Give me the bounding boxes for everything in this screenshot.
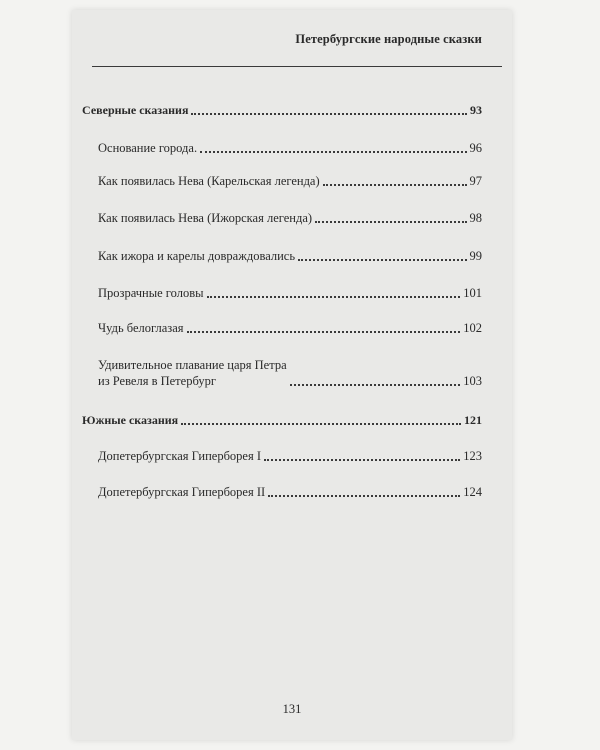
toc-page-number: 101 [463,286,482,300]
dot-leader [207,296,461,298]
dot-leader [200,151,466,153]
dot-leader [323,184,467,186]
toc-page-number: 98 [469,211,482,225]
toc-page-number: 99 [469,249,482,263]
toc-entry-title [98,357,287,389]
toc-section-north[interactable] [82,102,482,118]
toc-entry-title: Допетербургская Гиперборея II [98,485,266,499]
toc-entry[interactable] [98,285,482,301]
header-rule [92,66,502,67]
dot-leader [315,221,466,223]
toc-section-south[interactable] [82,412,482,428]
toc-entry-title: Как ижора и карелы довраждовались [98,249,296,263]
dot-leader [191,113,467,115]
toc-section-title: Северные сказания [82,103,189,117]
toc-entry[interactable] [98,248,482,264]
toc-page-number: 93 [470,103,482,117]
toc-entry[interactable] [98,357,482,389]
toc-entry-title: Как появилась Нева (Карельская легенда) [98,174,320,188]
dot-leader [187,331,461,333]
toc-entry[interactable] [98,448,482,464]
dot-leader [298,259,466,261]
running-head: Петербургские народные сказки [295,32,482,46]
toc-entry[interactable] [98,484,482,500]
dot-leader [290,384,461,386]
toc-page-number: 96 [469,141,482,155]
page-number: 131 [282,702,302,716]
toc-entry-title-line2: из Ревеля в Петербург [98,374,216,388]
toc-entry[interactable] [98,320,482,336]
book-page [72,10,512,740]
toc-page-number: 121 [464,413,482,427]
dot-leader [181,423,461,425]
toc-entry-title: Как появилась Нева (Ижорская легенда) [98,211,313,225]
toc-entry[interactable] [98,173,482,189]
toc-entry-title: Допетербургская Гиперборея I [98,449,262,463]
toc-entry-title: Основание города. [98,141,198,155]
toc-entry[interactable] [98,140,482,156]
dot-leader [268,495,460,497]
toc-page-number: 102 [463,321,482,335]
toc-section-title: Южные сказания [82,413,179,427]
dot-leader [264,459,460,461]
toc-page-number: 103 [463,374,482,388]
toc-entry-title: Прозрачные головы [98,286,204,300]
toc-page-number: 97 [469,174,482,188]
toc-page-number: 123 [463,449,482,463]
toc-entry-title: Чудь белоглазая [98,321,184,335]
toc-entry-title-line1: Удивительное плавание царя Петра [98,358,287,372]
toc-entry[interactable] [98,210,482,226]
toc-page-number: 124 [463,485,482,499]
